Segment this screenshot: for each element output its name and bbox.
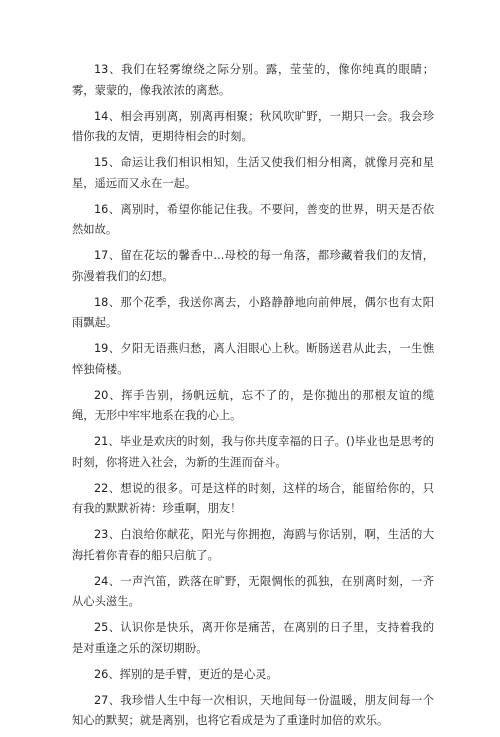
- entry-19: 19、夕阳无语燕归愁，离人泪眼心上秋。断肠送君从此去，一生憔悴独倚楼。: [72, 342, 434, 376]
- entry-24: 24、一声汽笛，跌落在旷野，无限惆怅的孤独，在别离时刻，一齐从心头滋生。: [72, 574, 434, 608]
- entry-18: 18、那个花季，我送你离去，小路静静地向前伸展，偶尔也有太阳雨飘起。: [72, 295, 434, 329]
- entry-25: 25、认识你是快乐，离开你是痛苦，在离别的日子里，支持着我的是对重逢之乐的深切期盼。: [72, 621, 434, 655]
- entry-17: 17、留在花坛的馨香中...母校的每一角落，都珍藏着我们的友情，弥漫着我们的幻想。: [72, 249, 434, 283]
- entry-27: 27、我珍惜人生中每一次相识，天地间每一份温暖，朋友间每一个知心的默契；就是离别，也将它看成是为了重逢时加倍的欢乐。: [72, 693, 434, 727]
- entry-23: 23、白浪给你献花，阳光与你拥抱，海鸥与你话别，啊，生活的大海托着你青春的船只启航了。: [72, 528, 434, 562]
- entry-21: 21、毕业是欢庆的时刻，我与你共度幸福的日子。()毕业也是思考的时刻，你将进入社会，为新的生涯而奋斗。: [72, 435, 434, 469]
- entry-15: 15、命运让我们相识相知，生活又使我们相分相离，就像月亮和星星，遥远而又永在一起。: [72, 156, 434, 190]
- entry-16: 16、离别时，希望你能记住我。不要问，善变的世界，明天是否依然如故。: [72, 202, 434, 236]
- entry-list: [72, 60, 434, 737]
- entry-20: 20、挥手告别，扬帆远航，忘不了的，是你抛出的那根友谊的缆绳，无形中牢牢地系在我的心上。: [72, 388, 434, 422]
- entry-14: 14、相会再别离，别离再相聚；秋风吹旷野，一期只一会。我会珍惜你我的友情，更期待相会的时刻。: [72, 109, 434, 143]
- entry-26: 26、挥别的是手臂，更近的是心灵。: [94, 667, 278, 681]
- entry-22: 22、想说的很多。可是这样的时刻，这样的场合，能留给你的，只有我的默默祈祷：珍重啊，朋友！: [72, 481, 434, 515]
- entry-13: 13、我们在轻雾缭绕之际分别。露，莹莹的，像你纯真的眼睛；雾，蒙蒙的，像我浓浓的离愁。: [72, 63, 434, 97]
